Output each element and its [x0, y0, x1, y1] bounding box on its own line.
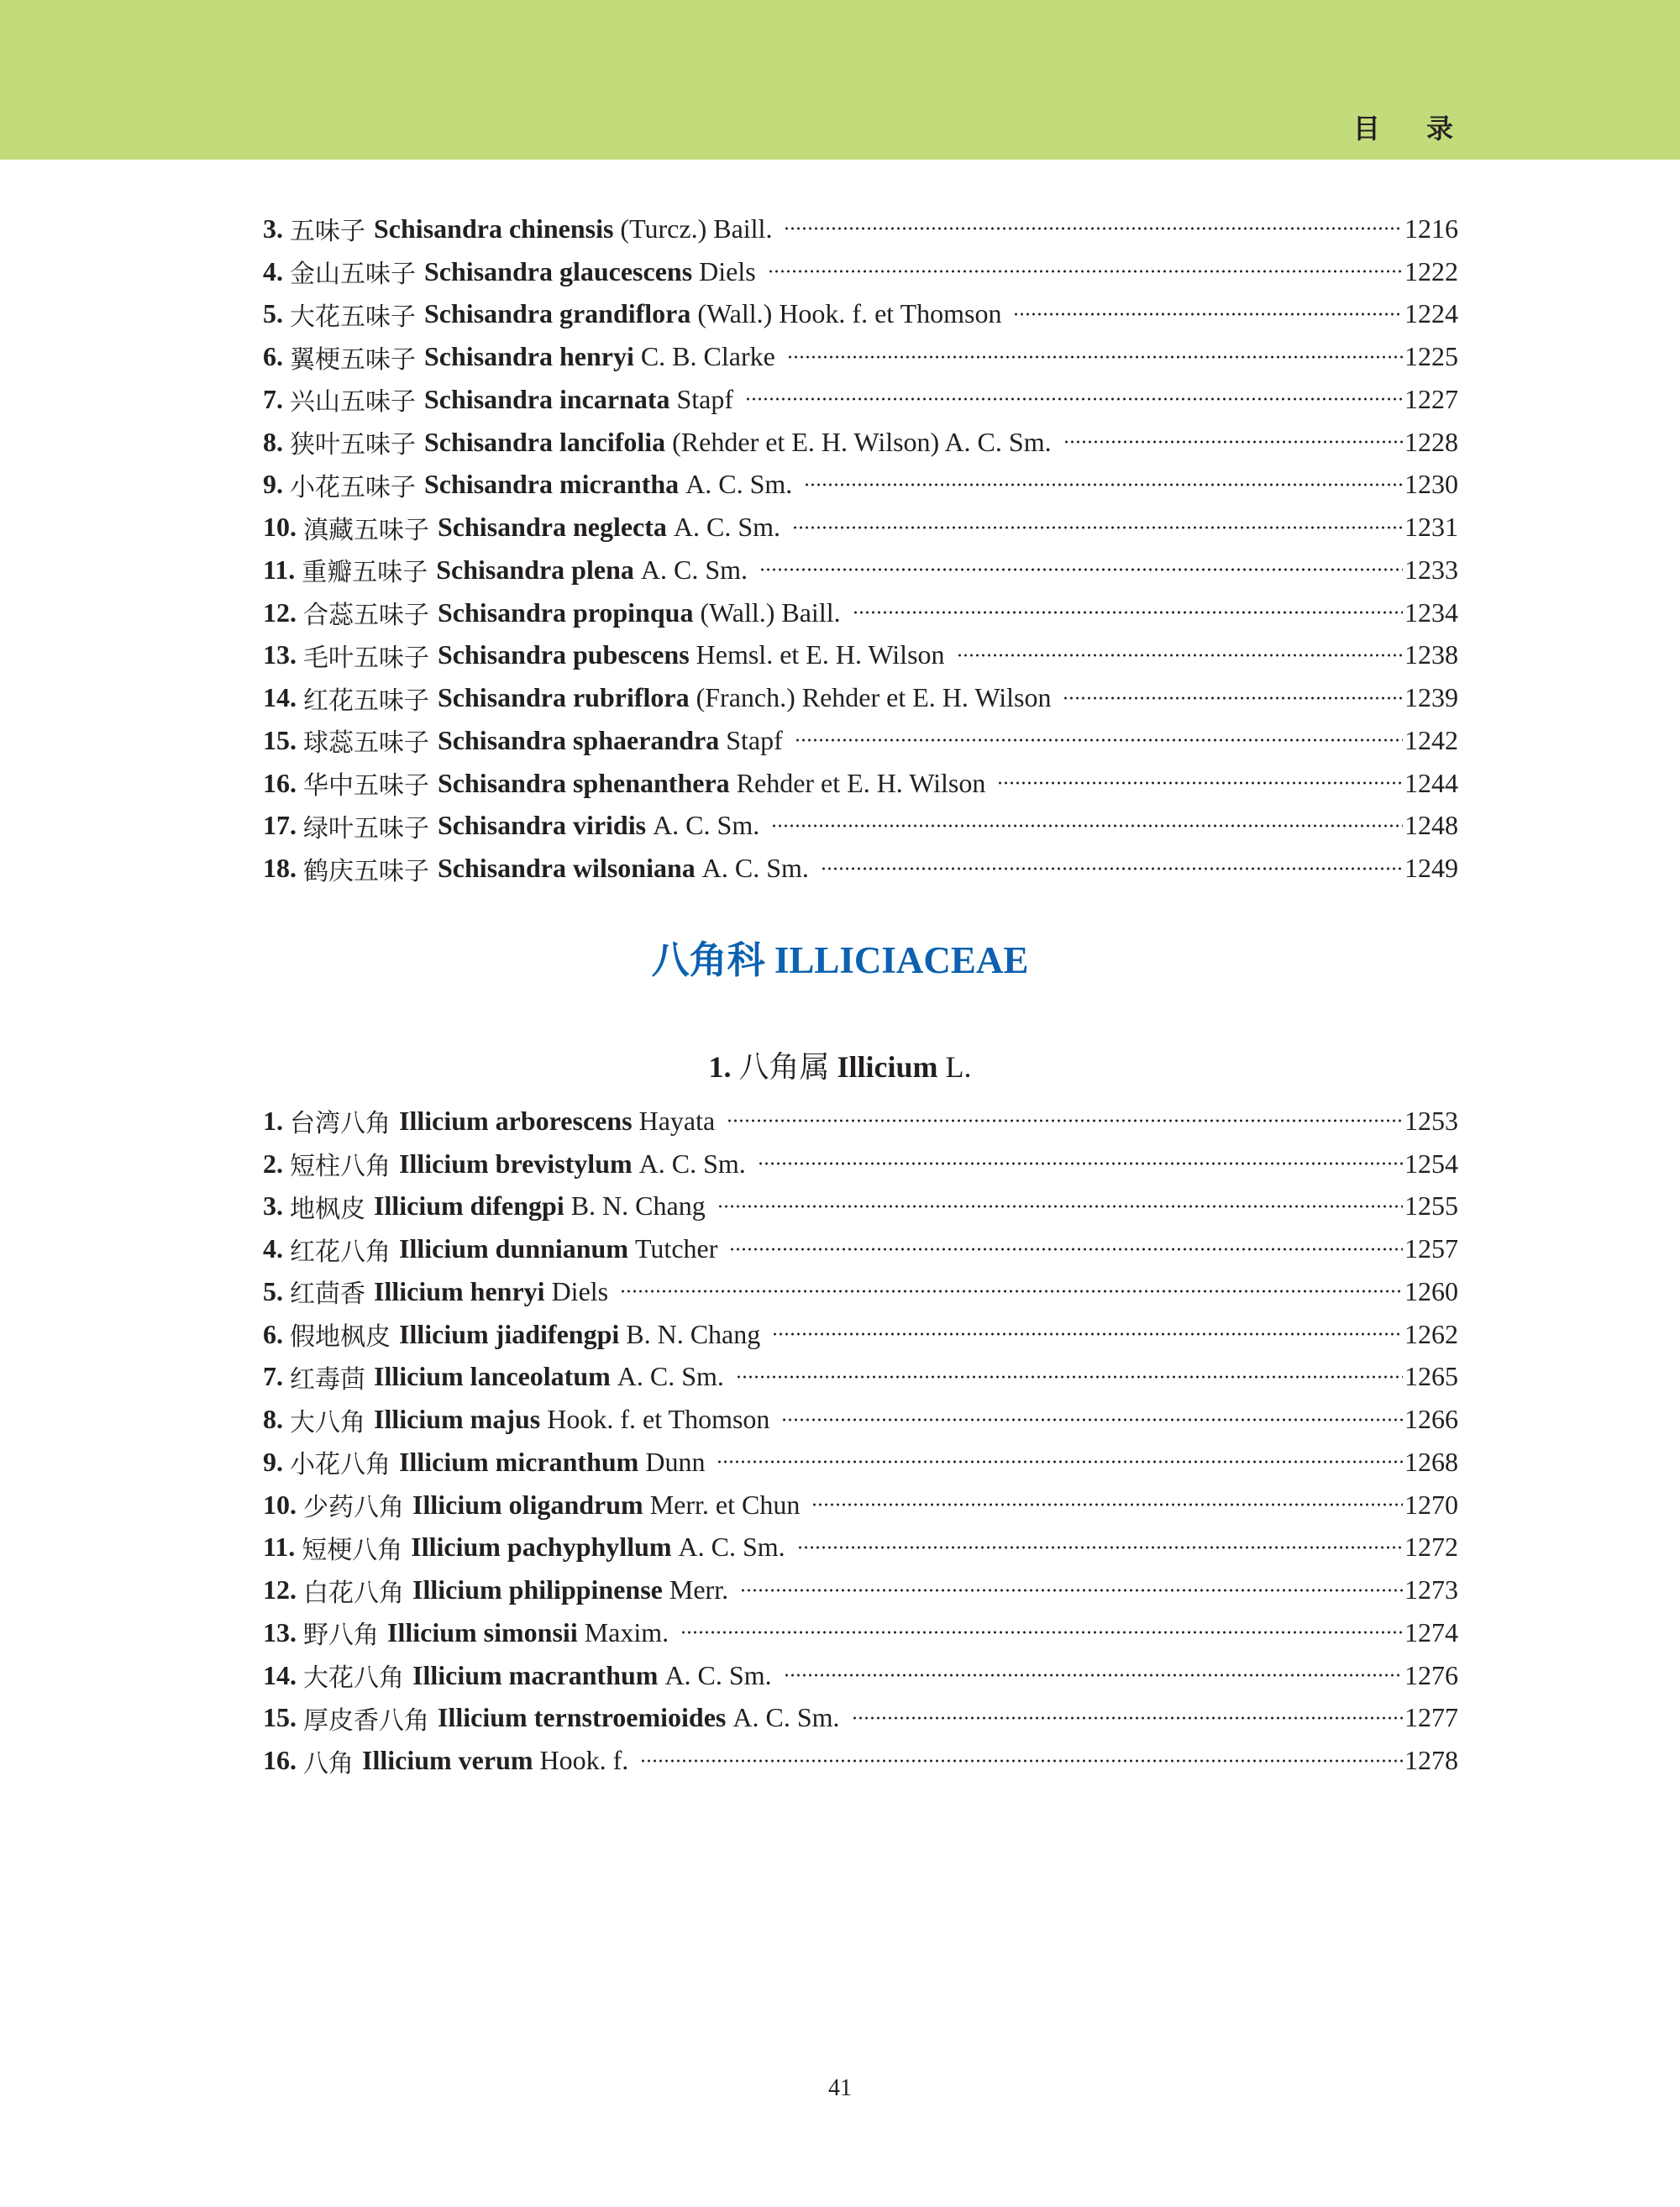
entry-scientific-name: Illicium simonsii: [387, 1616, 578, 1647]
entry-chinese-name: 小花八角: [290, 1450, 391, 1480]
entry-scientific-name: Schisandra sphaerandra: [438, 724, 720, 755]
entry-authority: B. N. Chang: [570, 1190, 706, 1222]
entry-scientific-name: Illicium macranthum: [412, 1659, 659, 1690]
entry-number: 16.: [263, 1745, 297, 1776]
entry-number: 17.: [263, 810, 297, 841]
entry-number: 4.: [263, 1233, 283, 1264]
entry-authority: A. C. Sm.: [701, 853, 809, 884]
entry-authority: Tutcher: [635, 1233, 718, 1264]
dot-leader: [852, 1712, 1404, 1724]
entry-authority: A. C. Sm.: [664, 1659, 772, 1690]
toc-entry: [263, 634, 1458, 677]
running-head: 目 录: [1352, 113, 1472, 145]
entry-chinese-name: 红花五味子: [303, 686, 429, 716]
dot-leader: [821, 863, 1403, 875]
entry-authority: Hook. f. et Thomson: [547, 1404, 770, 1435]
entry-scientific-name: Schisandra rubriflora: [438, 682, 690, 713]
entry-chinese-name: 球蕊五味子: [303, 728, 429, 759]
entry-chinese-name: 少药八角: [303, 1493, 404, 1523]
toc-entry: [263, 1739, 1458, 1782]
entry-scientific-name: Schisandra chinensis: [374, 213, 614, 244]
entry-authority: Diels: [551, 1275, 609, 1306]
entry-scientific-name: Schisandra glaucescens: [424, 255, 693, 286]
entry-number: 14.: [263, 682, 297, 713]
entry-authority: Merr. et Chun: [649, 1489, 801, 1520]
toc-list-illicium: [263, 1100, 1458, 1782]
entry-scientific-name: Illicium henryi: [374, 1275, 545, 1306]
dot-leader: [729, 1243, 1403, 1255]
entry-chinese-name: 台湾八角: [290, 1109, 391, 1139]
dot-leader: [640, 1755, 1403, 1767]
dot-leader: [717, 1456, 1403, 1468]
dot-leader: [784, 1669, 1403, 1681]
entry-page-number: 1225: [1404, 341, 1458, 372]
toc-entry: [263, 1611, 1458, 1654]
entry-page-number: 1255: [1404, 1190, 1458, 1222]
toc-entry: [263, 847, 1458, 890]
entry-authority: Dunn: [645, 1446, 706, 1477]
entry-number: 11.: [263, 1532, 296, 1563]
toc-entry: [263, 250, 1458, 293]
toc-list-schisandra: [263, 208, 1458, 890]
entry-chinese-name: 毛叶五味子: [303, 643, 429, 673]
entry-chinese-name: 八角: [303, 1748, 354, 1779]
entry-authority: Merr.: [669, 1574, 729, 1605]
entry-scientific-name: Schisandra wilsoniana: [438, 853, 696, 884]
entry-chinese-name: 地枫皮: [290, 1194, 365, 1224]
entry-number: 11.: [263, 554, 296, 585]
entry-chinese-name: 鹤庆五味子: [303, 856, 429, 886]
dot-leader: [792, 522, 1403, 533]
entry-page-number: 1273: [1404, 1574, 1458, 1605]
entry-number: 8.: [263, 1404, 283, 1435]
dot-leader: [740, 1584, 1403, 1596]
entry-authority: Diels: [699, 255, 756, 286]
toc-entry: [263, 676, 1458, 719]
entry-authority: A. C. Sm.: [617, 1361, 724, 1392]
dot-leader: [797, 1542, 1403, 1553]
toc-entry: [263, 464, 1458, 507]
entry-chinese-name: 重瓣五味子: [302, 558, 428, 588]
entry-number: 12.: [263, 596, 297, 628]
entry-scientific-name: Schisandra incarnata: [424, 383, 670, 414]
entry-number: 5.: [263, 298, 283, 329]
toc-entry: [263, 1227, 1458, 1270]
entry-page-number: 1278: [1404, 1745, 1458, 1776]
entry-number: 6.: [263, 1318, 283, 1349]
entry-authority: A. C. Sm.: [685, 469, 793, 500]
entry-chinese-name: 厚皮香八角: [303, 1705, 429, 1736]
entry-page-number: 1262: [1404, 1318, 1458, 1349]
entry-chinese-name: 红毒茴: [290, 1364, 365, 1395]
entry-chinese-name: 红花八角: [290, 1237, 391, 1267]
entry-authority: A. C. Sm.: [638, 1148, 746, 1179]
entry-scientific-name: Illicium dunnianum: [399, 1233, 628, 1264]
entry-number: 3.: [263, 213, 283, 244]
entry-authority: A. C. Sm.: [678, 1532, 785, 1563]
page-number: 41: [828, 2075, 852, 2101]
entry-page-number: 1216: [1404, 213, 1458, 244]
toc-entry: [263, 1441, 1458, 1484]
entry-page-number: 1254: [1404, 1148, 1458, 1179]
entry-authority: A. C. Sm.: [653, 810, 760, 841]
entry-authority: Hemsl. et E. H. Wilson: [696, 639, 945, 670]
toc-entry: [263, 591, 1458, 634]
dot-leader: [745, 393, 1403, 405]
entry-authority: C. B. Clarke: [640, 341, 775, 372]
toc-entry: [263, 1143, 1458, 1185]
entry-number: 2.: [263, 1148, 283, 1179]
entry-page-number: 1239: [1404, 682, 1458, 713]
entry-chinese-name: 合蕊五味子: [303, 601, 429, 631]
genus-number: 1.: [708, 1050, 732, 1084]
toc-entry: [263, 549, 1458, 591]
entry-page-number: 1224: [1404, 298, 1458, 329]
dot-leader: [717, 1201, 1403, 1212]
entry-number: 15.: [263, 724, 297, 755]
dot-leader: [768, 265, 1403, 277]
entry-chinese-name: 红茴香: [290, 1280, 365, 1310]
entry-authority: Maxim.: [584, 1616, 669, 1647]
toc-entry: [263, 1356, 1458, 1399]
toc-entry: [263, 421, 1458, 464]
genus-chinese-name: 八角属: [738, 1050, 830, 1084]
toc-entry: [263, 1527, 1458, 1569]
entry-scientific-name: Schisandra neglecta: [438, 512, 667, 543]
entry-authority: Stapf: [676, 383, 734, 414]
entry-chinese-name: 大花五味子: [290, 302, 416, 332]
entry-scientific-name: Illicium philippinense: [412, 1574, 663, 1605]
entry-authority: (Franch.) Rehder et E. H. Wilson: [696, 682, 1052, 713]
entry-chinese-name: 大八角: [290, 1407, 365, 1437]
dot-leader: [758, 1158, 1403, 1169]
entry-page-number: 1242: [1404, 724, 1458, 755]
entry-chinese-name: 短柱八角: [290, 1152, 391, 1182]
toc-entry: [263, 1270, 1458, 1313]
entry-chinese-name: 滇藏五味子: [303, 515, 429, 545]
toc-entry: [263, 378, 1458, 421]
entry-authority: Hook. f.: [539, 1745, 629, 1776]
entry-page-number: 1233: [1404, 554, 1458, 585]
entry-number: 7.: [263, 1361, 283, 1392]
entry-page-number: 1249: [1404, 853, 1458, 884]
entry-authority: (Wall.) Baill.: [700, 596, 841, 628]
dot-leader: [736, 1371, 1403, 1383]
dot-leader: [795, 734, 1403, 746]
dot-leader: [811, 1499, 1403, 1511]
toc-entry: [263, 805, 1458, 848]
entry-number: 4.: [263, 255, 283, 286]
dot-leader: [781, 1414, 1403, 1426]
entry-chinese-name: 华中五味子: [303, 771, 429, 801]
entry-scientific-name: Schisandra pubescens: [438, 639, 690, 670]
entry-scientific-name: Schisandra grandiflora: [424, 298, 691, 329]
entry-page-number: 1238: [1404, 639, 1458, 670]
entry-number: 16.: [263, 767, 297, 798]
entry-page-number: 1248: [1404, 810, 1458, 841]
dot-leader: [784, 223, 1403, 234]
dot-leader: [771, 820, 1403, 832]
entry-scientific-name: Illicium oligandrum: [412, 1489, 643, 1520]
entry-scientific-name: Illicium ternstroemioides: [438, 1702, 727, 1733]
entry-number: 12.: [263, 1574, 297, 1605]
entry-scientific-name: Illicium difengpi: [374, 1190, 564, 1222]
entry-page-number: 1222: [1404, 255, 1458, 286]
entry-number: 14.: [263, 1659, 297, 1690]
entry-scientific-name: Schisandra propinqua: [438, 596, 694, 628]
dot-leader: [957, 649, 1403, 661]
entry-chinese-name: 五味子: [290, 217, 365, 247]
entry-number: 9.: [263, 1446, 283, 1477]
entry-number: 10.: [263, 1489, 297, 1520]
entry-number: 8.: [263, 426, 283, 457]
entry-page-number: 1265: [1404, 1361, 1458, 1392]
entry-page-number: 1277: [1404, 1702, 1458, 1733]
toc-entry: [263, 719, 1458, 762]
entry-scientific-name: Illicium pachyphyllum: [411, 1532, 672, 1563]
genus-heading: [0, 1046, 1680, 1088]
toc-entry: [263, 1697, 1458, 1740]
dot-leader: [804, 479, 1403, 491]
entry-authority: A. C. Sm.: [732, 1702, 840, 1733]
toc-entry: [263, 293, 1458, 336]
toc-entry: [263, 208, 1458, 250]
entry-page-number: 1260: [1404, 1275, 1458, 1306]
entry-scientific-name: Schisandra micrantha: [424, 469, 680, 500]
entry-scientific-name: Illicium arborescens: [399, 1105, 633, 1136]
entry-scientific-name: Illicium lanceolatum: [374, 1361, 611, 1392]
dot-leader: [787, 351, 1403, 363]
dot-leader: [1063, 692, 1403, 704]
entry-page-number: 1266: [1404, 1404, 1458, 1435]
entry-page-number: 1257: [1404, 1233, 1458, 1264]
dot-leader: [620, 1285, 1403, 1297]
entry-number: 13.: [263, 639, 297, 670]
entry-chinese-name: 假地枫皮: [290, 1322, 391, 1353]
entry-chinese-name: 小花五味子: [290, 472, 416, 502]
dot-leader: [680, 1626, 1403, 1638]
entry-scientific-name: Schisandra plena: [436, 554, 634, 585]
entry-chinese-name: 狭叶五味子: [290, 430, 416, 460]
toc-entry: [263, 335, 1458, 378]
toc-entry: [263, 1398, 1458, 1441]
entry-page-number: 1234: [1404, 596, 1458, 628]
dot-leader: [997, 777, 1403, 789]
entry-number: 15.: [263, 1702, 297, 1733]
dot-leader: [772, 1328, 1403, 1340]
entry-scientific-name: Illicium brevistylum: [399, 1148, 633, 1179]
entry-chinese-name: 白花八角: [303, 1578, 404, 1608]
entry-authority: Rehder et E. H. Wilson: [736, 767, 986, 798]
entry-number: 5.: [263, 1275, 283, 1306]
entry-page-number: 1227: [1404, 383, 1458, 414]
family-heading: 八角科 ILLICIACEAE: [651, 939, 1029, 981]
entry-chinese-name: 大花八角: [303, 1663, 404, 1694]
entry-chinese-name: 短梗八角: [302, 1535, 403, 1565]
entry-authority: (Wall.) Hook. f. et Thomson: [697, 298, 1002, 329]
dot-leader: [1013, 308, 1403, 320]
entry-page-number: 1268: [1404, 1446, 1458, 1477]
entry-page-number: 1270: [1404, 1489, 1458, 1520]
entry-authority: A. C. Sm.: [640, 554, 748, 585]
entry-page-number: 1276: [1404, 1659, 1458, 1690]
entry-scientific-name: Schisandra sphenanthera: [438, 767, 730, 798]
genus-scientific-name: Illicium: [837, 1050, 938, 1084]
dot-leader: [1063, 436, 1403, 448]
dot-leader: [853, 607, 1403, 618]
entry-number: 1.: [263, 1105, 283, 1136]
toc-entry: [263, 506, 1458, 549]
entry-page-number: 1230: [1404, 469, 1458, 500]
entry-authority: Stapf: [726, 724, 783, 755]
dot-leader: [727, 1115, 1403, 1127]
entry-scientific-name: Illicium jiadifengpi: [399, 1318, 620, 1349]
toc-entry: [263, 1313, 1458, 1356]
entry-scientific-name: Schisandra viridis: [438, 810, 647, 841]
toc-entry: [263, 1569, 1458, 1611]
entry-chinese-name: 金山五味子: [290, 260, 416, 290]
genus-authority: L.: [945, 1050, 972, 1084]
entry-chinese-name: 绿叶五味子: [303, 813, 429, 843]
entry-scientific-name: Illicium verum: [362, 1745, 533, 1776]
entry-authority: (Turcz.) Baill.: [620, 213, 773, 244]
entry-scientific-name: Schisandra lancifolia: [424, 426, 666, 457]
entry-authority: B. N. Chang: [626, 1318, 761, 1349]
entry-number: 7.: [263, 383, 283, 414]
entry-scientific-name: Illicium micranthum: [399, 1446, 639, 1477]
entry-number: 9.: [263, 469, 283, 500]
entry-authority: A. C. Sm.: [673, 512, 781, 543]
entry-number: 6.: [263, 341, 283, 372]
entry-number: 3.: [263, 1190, 283, 1222]
dot-leader: [759, 564, 1403, 575]
entry-chinese-name: 兴山五味子: [290, 387, 416, 418]
toc-entry: [263, 1185, 1458, 1228]
entry-scientific-name: Schisandra henryi: [424, 341, 634, 372]
entry-page-number: 1244: [1404, 767, 1458, 798]
entry-authority: (Rehder et E. H. Wilson) A. C. Sm.: [672, 426, 1052, 457]
entry-authority: Hayata: [638, 1105, 716, 1136]
toc-entry: [263, 1484, 1458, 1527]
toc-entry: [263, 762, 1458, 805]
entry-page-number: 1253: [1404, 1105, 1458, 1136]
entry-chinese-name: 野八角: [303, 1621, 379, 1651]
entry-page-number: 1228: [1404, 426, 1458, 457]
entry-number: 13.: [263, 1616, 297, 1647]
entry-scientific-name: Illicium majus: [374, 1404, 541, 1435]
toc-entry: [263, 1100, 1458, 1143]
entry-page-number: 1274: [1404, 1616, 1458, 1647]
entry-number: 10.: [263, 512, 297, 543]
entry-chinese-name: 翼梗五味子: [290, 344, 416, 375]
entry-number: 18.: [263, 853, 297, 884]
entry-page-number: 1272: [1404, 1532, 1458, 1563]
toc-entry: [263, 1654, 1458, 1697]
entry-page-number: 1231: [1404, 512, 1458, 543]
